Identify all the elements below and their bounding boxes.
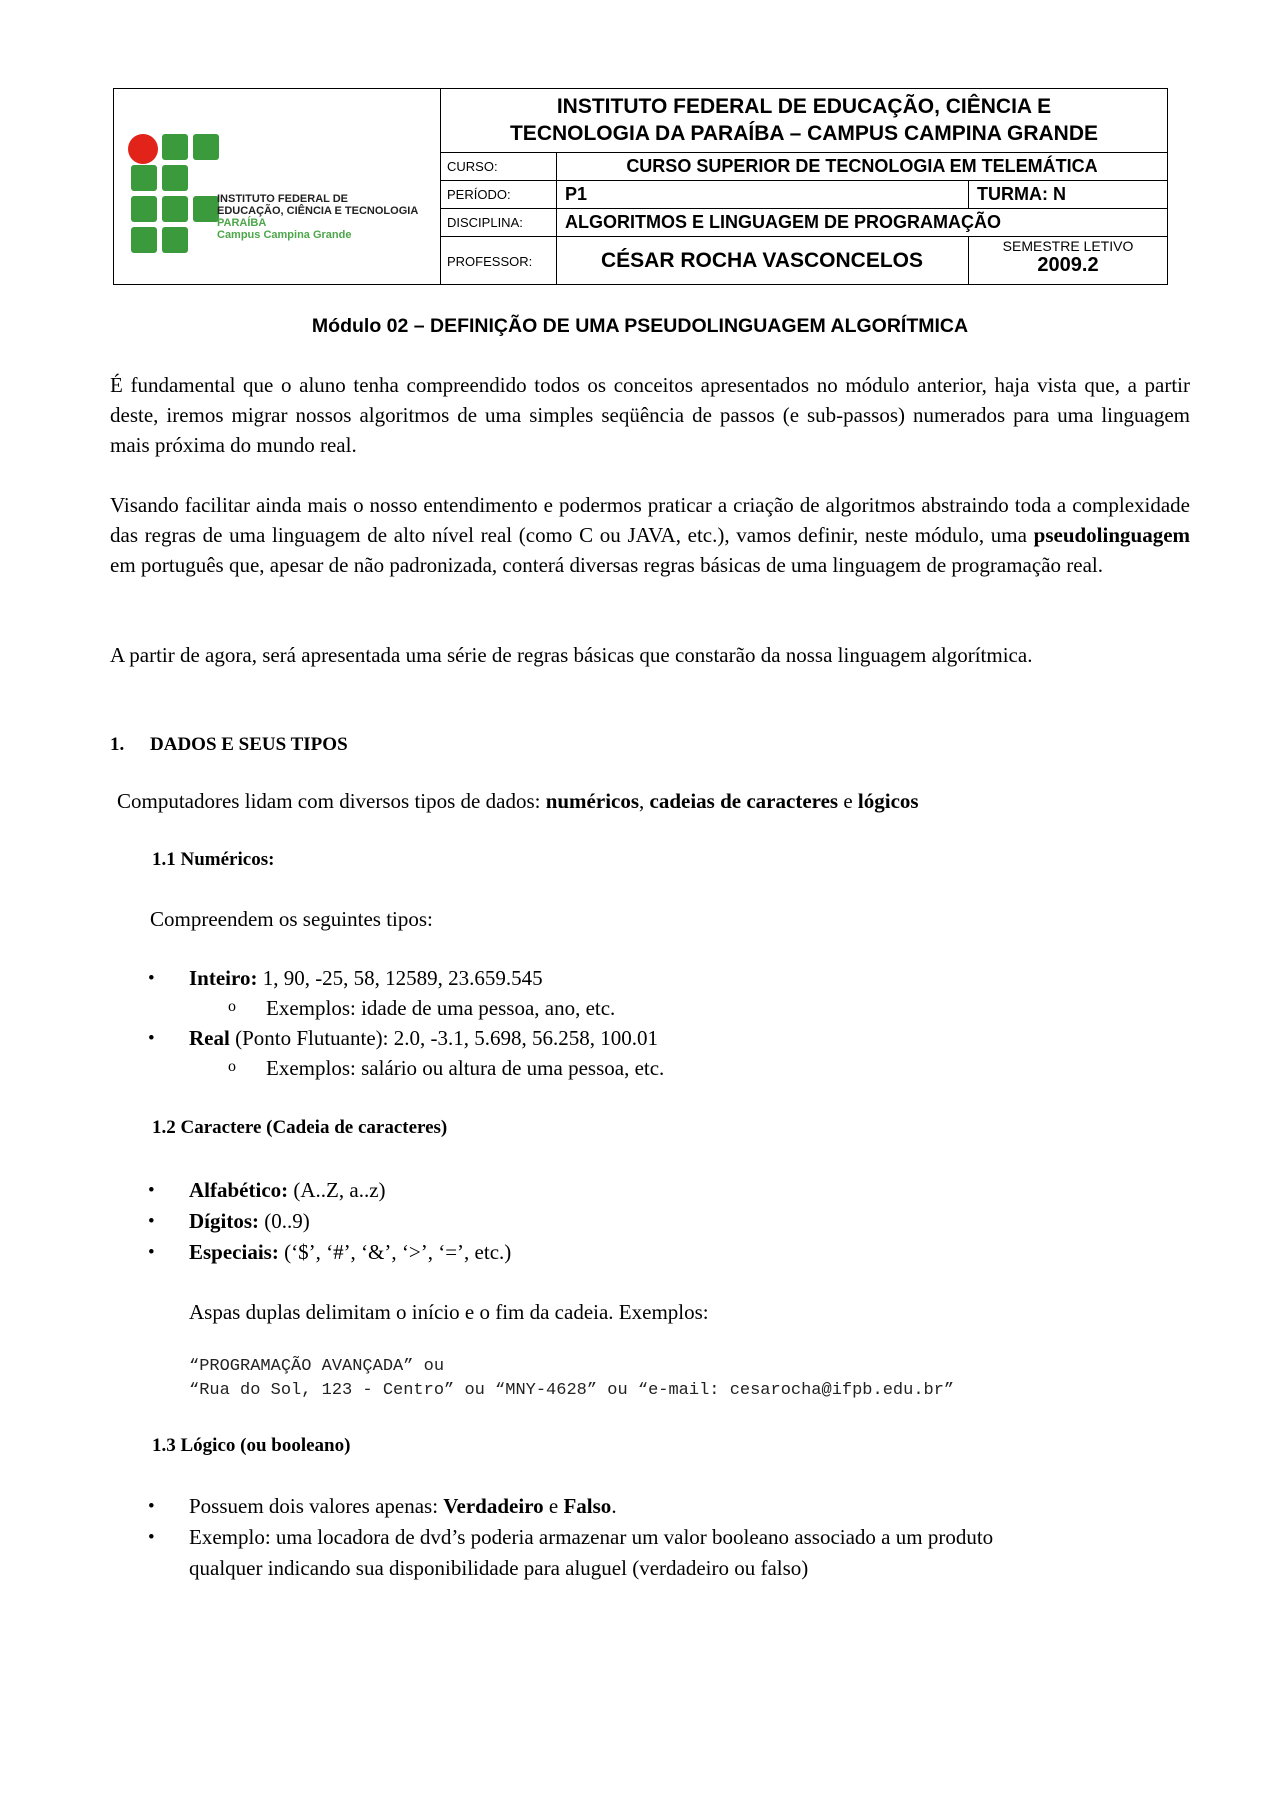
subsection-1-1-intro: Compreendem os seguintes tipos: xyxy=(150,907,433,931)
digitos-value: (0..9) xyxy=(264,1209,310,1233)
bullet-icon: • xyxy=(148,1496,155,1517)
digitos-item xyxy=(189,1209,310,1234)
alfabetico-item xyxy=(189,1178,386,1203)
sub-bullet-icon: o xyxy=(228,998,236,1015)
booleano-example-line-1: Exemplo: uma locadora de dvd’s poderia armazenar um valor booleano associado a um produto xyxy=(189,1525,994,1549)
intro-comma: , xyxy=(639,789,645,813)
bullet-icon: • xyxy=(148,1180,155,1201)
semestre-cell xyxy=(968,237,1167,285)
intro-cadeias: cadeias de caracteres xyxy=(649,789,839,813)
booleano-example-line-2: qualquer indicando sua disponibilidade para aluguel (verdadeiro ou falso) xyxy=(189,1556,809,1580)
real-label: Real xyxy=(189,1026,230,1050)
row-disciplina xyxy=(441,209,1167,237)
inteiro-example: Exemplos: idade de uma pessoa, ano, etc. xyxy=(266,996,616,1020)
semestre-label: SEMESTRE LETIVO xyxy=(1002,238,1134,254)
intro-text: Computadores lidam com diversos tipos de dados: xyxy=(117,789,541,813)
booleano-e: e xyxy=(548,1494,559,1518)
booleano-text: Possuem dois valores apenas: xyxy=(189,1494,439,1518)
alfabetico-label: Alfabético: xyxy=(189,1178,289,1202)
logo-line-2: EDUCAÇÃO, CIÊNCIA E TECNOLOGIA xyxy=(217,205,419,217)
inteiro-values: 1, 90, -25, 58, 12589, 23.659.545 xyxy=(262,966,543,990)
header-info xyxy=(441,89,1167,284)
bullet-icon: • xyxy=(148,968,155,989)
curso-label: CURSO: xyxy=(441,153,557,180)
logo-line-3: PARAÍBA xyxy=(217,217,267,229)
paragraph-3: A partir de agora, será apresentada uma série de regras básicas que constarão da nossa linguagem algorítmica. xyxy=(110,643,1033,667)
section-1-title: DADOS E SEUS TIPOS xyxy=(150,734,348,755)
intro-logicos: lógicos xyxy=(857,789,919,813)
logo-square xyxy=(162,165,188,191)
bullet-icon: • xyxy=(148,1527,155,1548)
paragraph-2-text-b: em português que, apesar de não padronizada, conterá diversas regras básicas de uma linguagem de programação real. xyxy=(110,553,1103,577)
paragraph-2-text-a: Visando facilitar ainda mais o nosso entendimento e podermos praticar a criação de algoritmos abstraindo toda a complexidade das regras de uma linguagem de alto nível real (como C ou JAVA, etc.), vamos definir, neste módulo, uma xyxy=(110,493,1190,547)
inteiro-label: Inteiro: xyxy=(189,966,258,990)
logo-line-1: INSTITUTO FEDERAL DE xyxy=(217,193,348,205)
section-1-intro xyxy=(117,789,919,814)
real-example: Exemplos: salário ou altura de uma pessoa, etc. xyxy=(266,1056,665,1080)
professor-label: PROFESSOR: xyxy=(441,237,557,285)
paragraph-2-bold: pseudolinguagem xyxy=(1033,523,1191,547)
semestre-value: 2009.2 xyxy=(1037,254,1099,276)
especiais-item xyxy=(189,1240,511,1265)
real-values: (Ponto Flutuante): 2.0, -3.1, 5.698, 56.258, 100.01 xyxy=(235,1026,658,1050)
header-table xyxy=(113,88,1168,285)
aspas-text: Aspas duplas delimitam o início e o fim da cadeia. Exemplos: xyxy=(189,1300,709,1324)
logo-square xyxy=(162,196,188,222)
subsection-1-3-title: 1.3 Lógico (ou booleano) xyxy=(152,1435,351,1456)
row-curso xyxy=(441,153,1167,181)
disciplina-value: ALGORITMOS E LINGUAGEM DE PROGRAMAÇÃO xyxy=(565,212,1001,232)
logo-text xyxy=(217,193,418,241)
curso-value: CURSO SUPERIOR DE TECNOLOGIA EM TELEMÁTICA xyxy=(626,156,1098,176)
verdadeiro-label: Verdadeiro xyxy=(443,1494,544,1518)
intro-e: e xyxy=(843,789,853,813)
logo-square xyxy=(131,165,157,191)
especiais-label: Especiais: xyxy=(189,1240,279,1264)
section-1-number: 1. xyxy=(110,734,125,755)
paragraph-2 xyxy=(110,490,1190,580)
logo-square xyxy=(131,196,157,222)
real-item xyxy=(189,1026,658,1051)
bullet-icon: • xyxy=(148,1211,155,1232)
code-example-1: “PROGRAMAÇÃO AVANÇADA” ou xyxy=(189,1357,445,1376)
logo-red-circle xyxy=(128,134,158,164)
institution-logo xyxy=(114,89,441,284)
row-professor xyxy=(441,237,1167,285)
digitos-label: Dígitos: xyxy=(189,1209,259,1233)
paragraph-1: É fundamental que o aluno tenha compreendido todos os conceitos apresentados no módulo anterior, haja vista que, a partir deste, iremos migrar nossos algoritmos de uma simples seqüência de passos (e sub-passos) numerados para uma linguagem mais próxima do mundo real. xyxy=(110,373,1190,457)
alfabetico-value: (A..Z, a..z) xyxy=(293,1178,386,1202)
institution-line-2: TECNOLOGIA DA PARAÍBA – CAMPUS CAMPINA GRANDE xyxy=(509,122,1098,145)
inteiro-item xyxy=(189,966,543,991)
logo-square xyxy=(131,227,157,253)
institution-name xyxy=(441,89,1167,153)
falso-label: Falso xyxy=(563,1494,612,1518)
row-periodo xyxy=(441,181,1167,209)
disciplina-label: DISCIPLINA: xyxy=(441,209,557,236)
booleano-dot: . xyxy=(611,1494,617,1518)
logo-square xyxy=(162,227,188,253)
logo-square xyxy=(193,134,219,160)
subsection-1-1-title: 1.1 Numéricos: xyxy=(152,849,275,870)
bullet-icon: • xyxy=(148,1242,155,1263)
logo-square xyxy=(162,134,188,160)
periodo-label: PERÍODO: xyxy=(441,181,557,208)
code-example-2: “Rua do Sol, 123 - Centro” ou “MNY-4628” ou “e-mail: cesarocha@ifpb.edu.br” xyxy=(189,1381,955,1400)
professor-value: CÉSAR ROCHA VASCONCELOS xyxy=(600,249,924,272)
sub-bullet-icon: o xyxy=(228,1058,236,1075)
periodo-value: P1 xyxy=(565,184,588,204)
module-title: Módulo 02 – DEFINIÇÃO DE UMA PSEUDOLINGUAGEM ALGORÍTMICA xyxy=(311,315,969,337)
subsection-1-2-title: 1.2 Caractere (Cadeia de caracteres) xyxy=(152,1117,448,1138)
booleano-item-1 xyxy=(189,1494,617,1519)
logo-square xyxy=(193,196,219,222)
logo-line-4: Campus Campina Grande xyxy=(217,229,352,241)
especiais-value: (‘$’, ‘#’, ‘&’, ‘>’, ‘=’, etc.) xyxy=(284,1240,512,1264)
turma-value: TURMA: N xyxy=(968,181,1167,208)
institution-line-1: INSTITUTO FEDERAL DE EDUCAÇÃO, CIÊNCIA E xyxy=(556,95,1052,118)
bullet-icon: • xyxy=(148,1028,155,1049)
intro-numericos: numéricos xyxy=(545,789,640,813)
logo-mark xyxy=(128,134,228,249)
